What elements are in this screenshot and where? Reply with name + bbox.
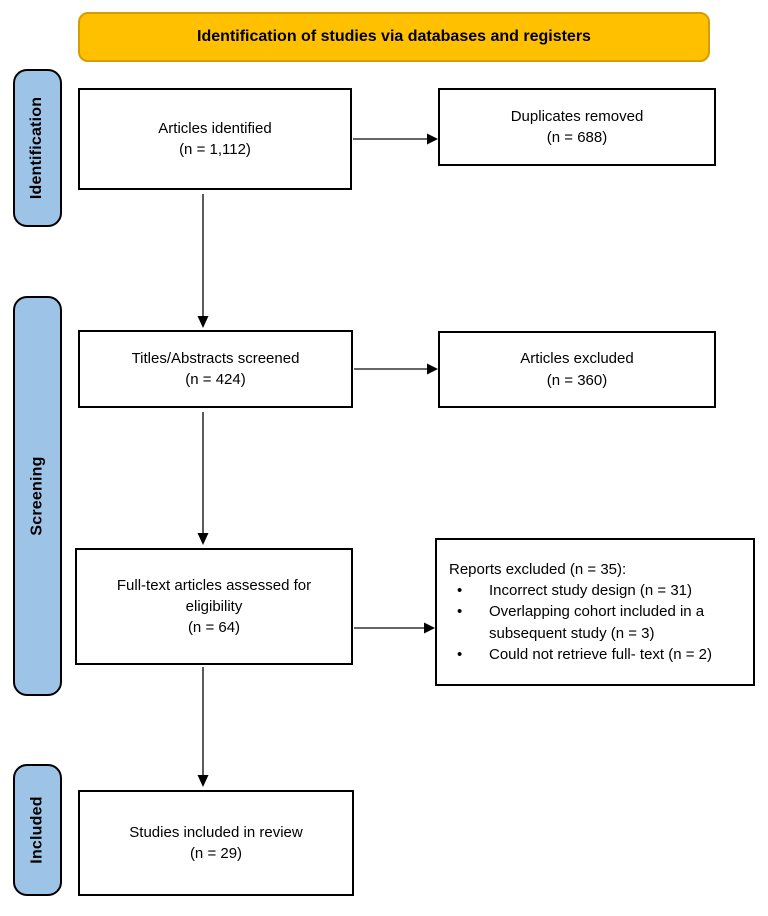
box-duplicates-removed [438,88,716,166]
box-studies-included-text: Studies included in review [129,823,303,841]
arrowhead-fulltext-to-reports-excluded [424,623,435,634]
stage-tab-screening [13,296,62,696]
box-articles-excluded-text: Articles excluded [520,350,634,368]
box-studies-included [78,790,354,896]
box-articles-excluded [438,331,716,408]
title-banner-label: Identification of studies via databases and registers [197,28,591,45]
box-fulltext-assessed-text: Full-text articles assessed for eligibility [116,576,312,615]
box-studies-included-count: (n = 29) [189,845,243,862]
arrowhead-identified-to-screened [198,316,209,328]
title-banner [78,12,710,62]
box-reports-excluded [435,538,755,686]
box-duplicates-removed-count: (n = 688) [546,129,608,146]
stage-tab-screening-label: Screening [28,456,46,536]
box-fulltext-assessed-count: (n = 64) [187,619,241,637]
box-duplicates-removed-text: Duplicates removed [510,107,644,125]
box-articles-identified [78,88,352,190]
box-fulltext-assessed [75,548,353,665]
box-titles-abstracts-screened-text: Titles/Abstracts screened [131,349,300,367]
box-titles-abstracts-screened [78,330,353,408]
excluded-reason-item: • Incorrect study design (n = 31) [449,580,741,601]
box-articles-identified-text: Articles identified [158,119,272,137]
stage-tab-included [13,764,62,896]
stage-tab-identification [13,69,62,227]
excluded-reason-item: • Overlapping cohort included in a subsequent study (n = 3) [449,601,741,644]
box-reports-excluded-list [449,580,741,665]
arrowhead-fulltext-to-included [198,775,209,787]
arrowhead-screened-to-excluded [427,364,438,375]
box-articles-excluded-count: (n = 360) [546,371,608,389]
arrowhead-screened-to-fulltext [198,533,209,545]
excluded-reason-item: • Could not retrieve full- text (n = 2) [449,644,741,665]
box-titles-abstracts-screened-count: (n = 424) [185,371,246,388]
stage-tab-identification-label: Identification [28,96,46,200]
box-articles-identified-count: (n = 1,112) [179,141,251,158]
stage-tab-included-label: Included [28,796,46,864]
box-reports-excluded-title: Reports excluded (n = 35): [449,560,627,578]
arrowhead-identified-to-duplicates [427,134,438,145]
